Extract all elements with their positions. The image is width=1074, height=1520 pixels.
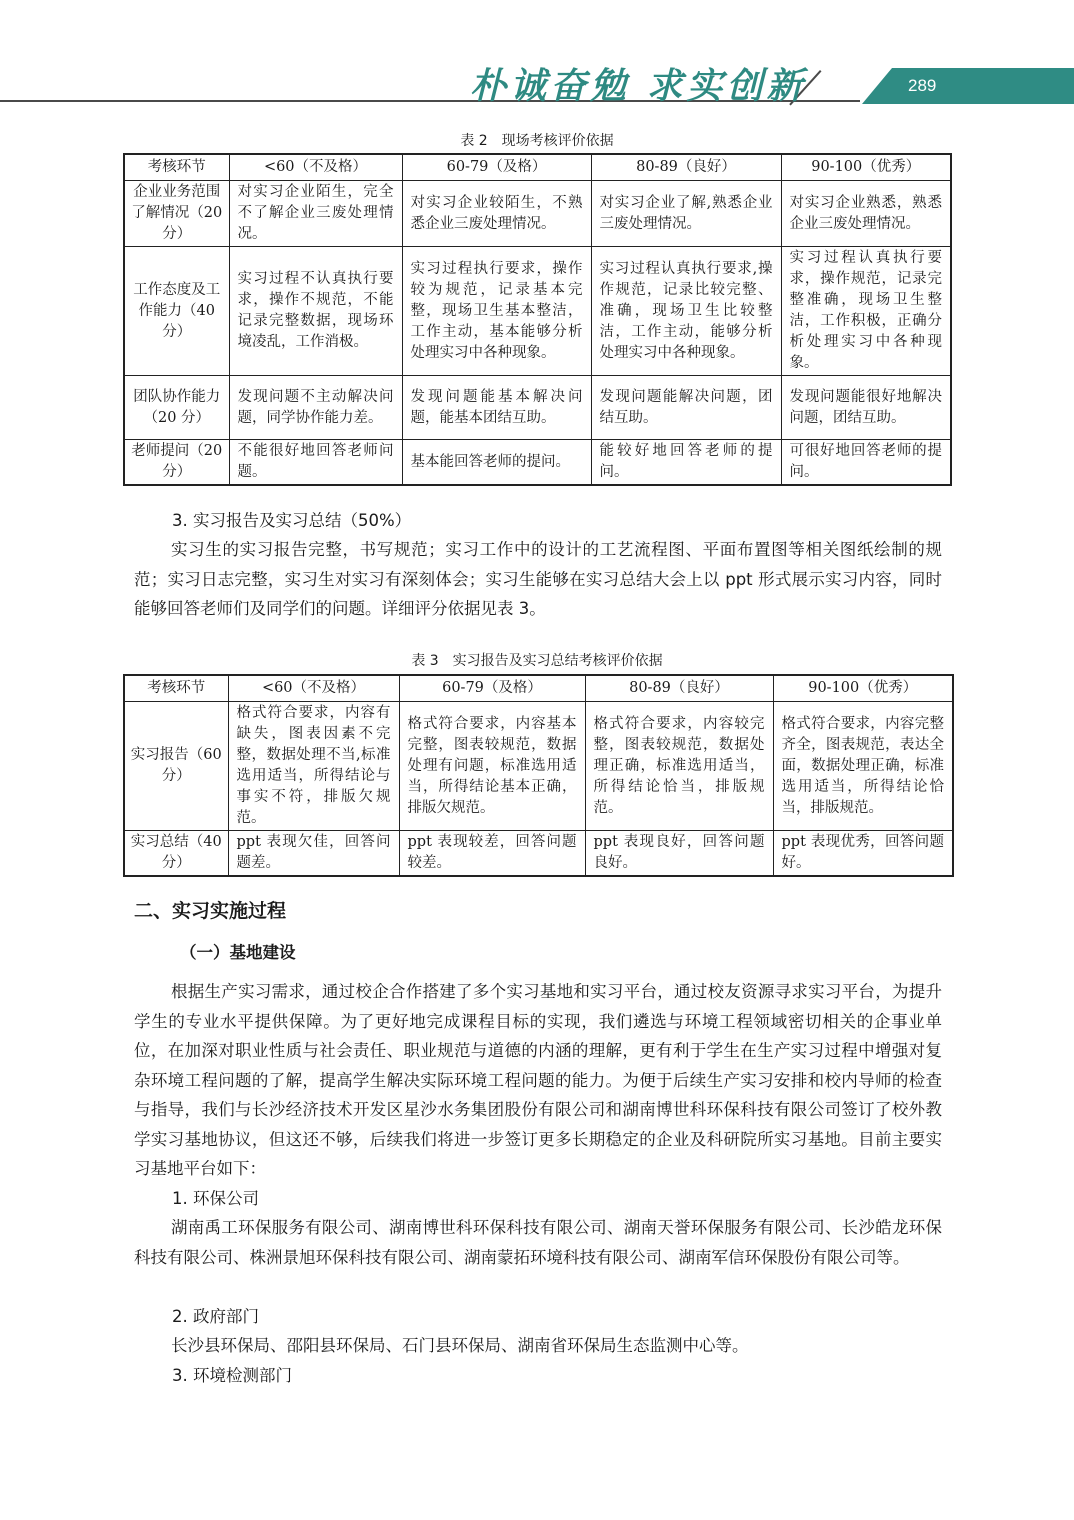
table3-cell: 格式符合要求，内容有缺失，图表因素不完整，数据处理不当,标准选用适当，所得结论与事实不符，排版欠规范。 <box>228 702 399 831</box>
table3-col-header: <60（不及格） <box>228 675 399 702</box>
subsection-heading: （一）基地建设 <box>180 943 296 962</box>
table2-header-row <box>124 154 951 181</box>
table2-caption: 表 2 现场考核评价依据 <box>460 133 614 149</box>
table2-cell: 发现问题能基本解决问题，能基本团结互助。 <box>402 376 591 440</box>
item2-text: 长沙县环保局、邵阳县环保局、石门县环保局、湖南省环保局生态监测中心等。 <box>171 1336 749 1355</box>
table2-cell: 实习过程认真执行要求,操作规范，记录比较完整、准确，现场卫生比较整洁，工作主动，能够分析处理实习中各种现象。 <box>591 247 781 376</box>
table-row <box>124 440 951 486</box>
item1-text: 湖南禹工环保服务有限公司、湖南博世科环保科技有限公司、湖南天誉环保服务有限公司、长沙皓龙环保科技有限公司、株洲景旭环保科技有限公司、湖南蒙拓环境科技有限公司、湖南军信环保股份有限公司等。 <box>134 1218 942 1267</box>
table3-category-cell: 实习总结（40 分） <box>124 831 228 877</box>
table2-category-cell: 工作态度及工作能力（40 分） <box>124 247 229 376</box>
table2-cell: 基本能回答老师的提问。 <box>402 440 591 486</box>
table2-cell: 发现问题能很好地解决问题，团结互助。 <box>781 376 951 440</box>
table3-col-header: 80-89（良好） <box>585 675 773 702</box>
table2-col-header: 90-100（优秀） <box>781 154 951 181</box>
table2-cell: 对实习企业较陌生，不熟悉企业三废处理情况。 <box>402 181 591 247</box>
table2-cell: 对实习企业陌生，完全不了解企业三废处理情况。 <box>229 181 402 247</box>
item1-title: 1. 环保公司 <box>172 1189 259 1208</box>
table-row <box>124 181 951 247</box>
item3-title: 3. 环境检测部门 <box>172 1366 292 1385</box>
table2-cell: 实习过程不认真执行要求，操作不规范，不能记录完整数据，现场环境凌乱，工作消极。 <box>229 247 402 376</box>
table3-category-cell: 实习报告（60 分） <box>124 702 228 831</box>
header-motto: 朴诚奋勉 求实创新 <box>470 65 807 107</box>
table2-cell: 发现问题能解决问题，团结互助。 <box>591 376 781 440</box>
table2-category-cell: 团队协作能力（20 分） <box>124 376 229 440</box>
table2 <box>123 153 952 486</box>
table2-cell: 发现问题不主动解决问题，同学协作能力差。 <box>229 376 402 440</box>
table2-cell: 不能很好地回答老师问题。 <box>229 440 402 486</box>
table3-cell: 格式符合要求，内容较完整，图表较规范，数据处理正确，标准选用适当，所得结论恰当，排版规范。 <box>585 702 773 831</box>
table2-col-header: 考核环节 <box>124 154 229 181</box>
table2-col-header: 60-79（及格） <box>402 154 591 181</box>
table3-cell: ppt 表现较差，回答问题较差。 <box>399 831 585 877</box>
table2-col-header: <60（不及格） <box>229 154 402 181</box>
table-row <box>124 247 951 376</box>
table2-category-cell: 老师提问（20 分） <box>124 440 229 486</box>
table3-caption: 表 3 实习报告及实习总结考核评价依据 <box>411 653 663 669</box>
table3 <box>123 674 954 877</box>
table2-col-header: 80-89（良好） <box>591 154 781 181</box>
table2-cell: 对实习企业了解,熟悉企业三废处理情况。 <box>591 181 781 247</box>
table-row <box>124 702 953 831</box>
page-number: 289 <box>908 76 937 95</box>
table3-cell: 格式符合要求，内容完整齐全，图表规范，表达全面，数据处理正确，标准选用适当，所得结论恰当，排版规范。 <box>773 702 953 831</box>
table3-header-row <box>124 675 953 702</box>
table2-category-cell: 企业业务范围了解情况（20 分） <box>124 181 229 247</box>
table3-col-header: 90-100（优秀） <box>773 675 953 702</box>
table3-col-header: 考核环节 <box>124 675 228 702</box>
section3-paragraph: 实习生的实习报告完整，书写规范；实习工作中的设计的工艺流程图、平面布置图等相关图纸绘制的规范；实习日志完整，实习生对实习有深刻体会；实习生能够在实习总结大会上以 ppt 形式展示实习内容，同时能够回答老师们及同学们的问题。详细评分依据见表 3。 <box>134 540 942 618</box>
item2-title: 2. 政府部门 <box>172 1307 259 1326</box>
table2-cell: 对实习企业熟悉，熟悉企业三废处理情况。 <box>781 181 951 247</box>
table3-cell: ppt 表现欠佳，回答问题差。 <box>228 831 399 877</box>
table3-cell: ppt 表现良好，回答问题良好。 <box>585 831 773 877</box>
table3-col-header: 60-79（及格） <box>399 675 585 702</box>
table3-cell: 格式符合要求，内容基本完整，图表较规范，数据处理有问题，标准选用适当，所得结论基本正确，排版欠规范。 <box>399 702 585 831</box>
page-number-tab <box>862 68 1074 104</box>
table2-cell: 能较好地回答老师的提问。 <box>591 440 781 486</box>
section3-heading: 3. 实习报告及实习总结（50%） <box>172 511 412 530</box>
table-row <box>124 831 953 877</box>
table2-cell: 实习过程执行要求，操作较为规范，记录基本完整，现场卫生基本整洁，工作主动，基本能够分析处理实习中各种现象。 <box>402 247 591 376</box>
section-heading: 二、实习实施过程 <box>134 900 287 922</box>
section2-paragraph: 根据生产实习需求，通过校企合作搭建了多个实习基地和实习平台，通过校友资源寻求实习平台，为提升学生的专业水平提供保障。为了更好地完成课程目标的实现，我们遴选与环境工程领域密切相关的企事业单位，在加深对职业性质与社会责任、职业规范与道德的内涵的理解，更有利于学生在生产实习过程中增强对复杂环境工程问题的了解，提高学生解决实际环境工程问题的能力。为便于后续生产实习安排和校内导师的检查与指导，我们与长沙经济技术开发区星沙水务集团股份有限公司和湖南博世科环保科技有限公司签订了校外教学实习基地协议，但这还不够，后续我们将进一步签订更多长期稳定的企业及科研院所实习基地。目前主要实习基地平台如下： <box>134 982 942 1178</box>
table3-cell: ppt 表现优秀，回答问题好。 <box>773 831 953 877</box>
table-row <box>124 376 951 440</box>
table2-cell: 实习过程认真执行要求，操作规范，记录完整准确，现场卫生整洁，工作积极，正确分析处理实习中各种现象。 <box>781 247 951 376</box>
table2-cell: 可很好地回答老师的提问。 <box>781 440 951 486</box>
